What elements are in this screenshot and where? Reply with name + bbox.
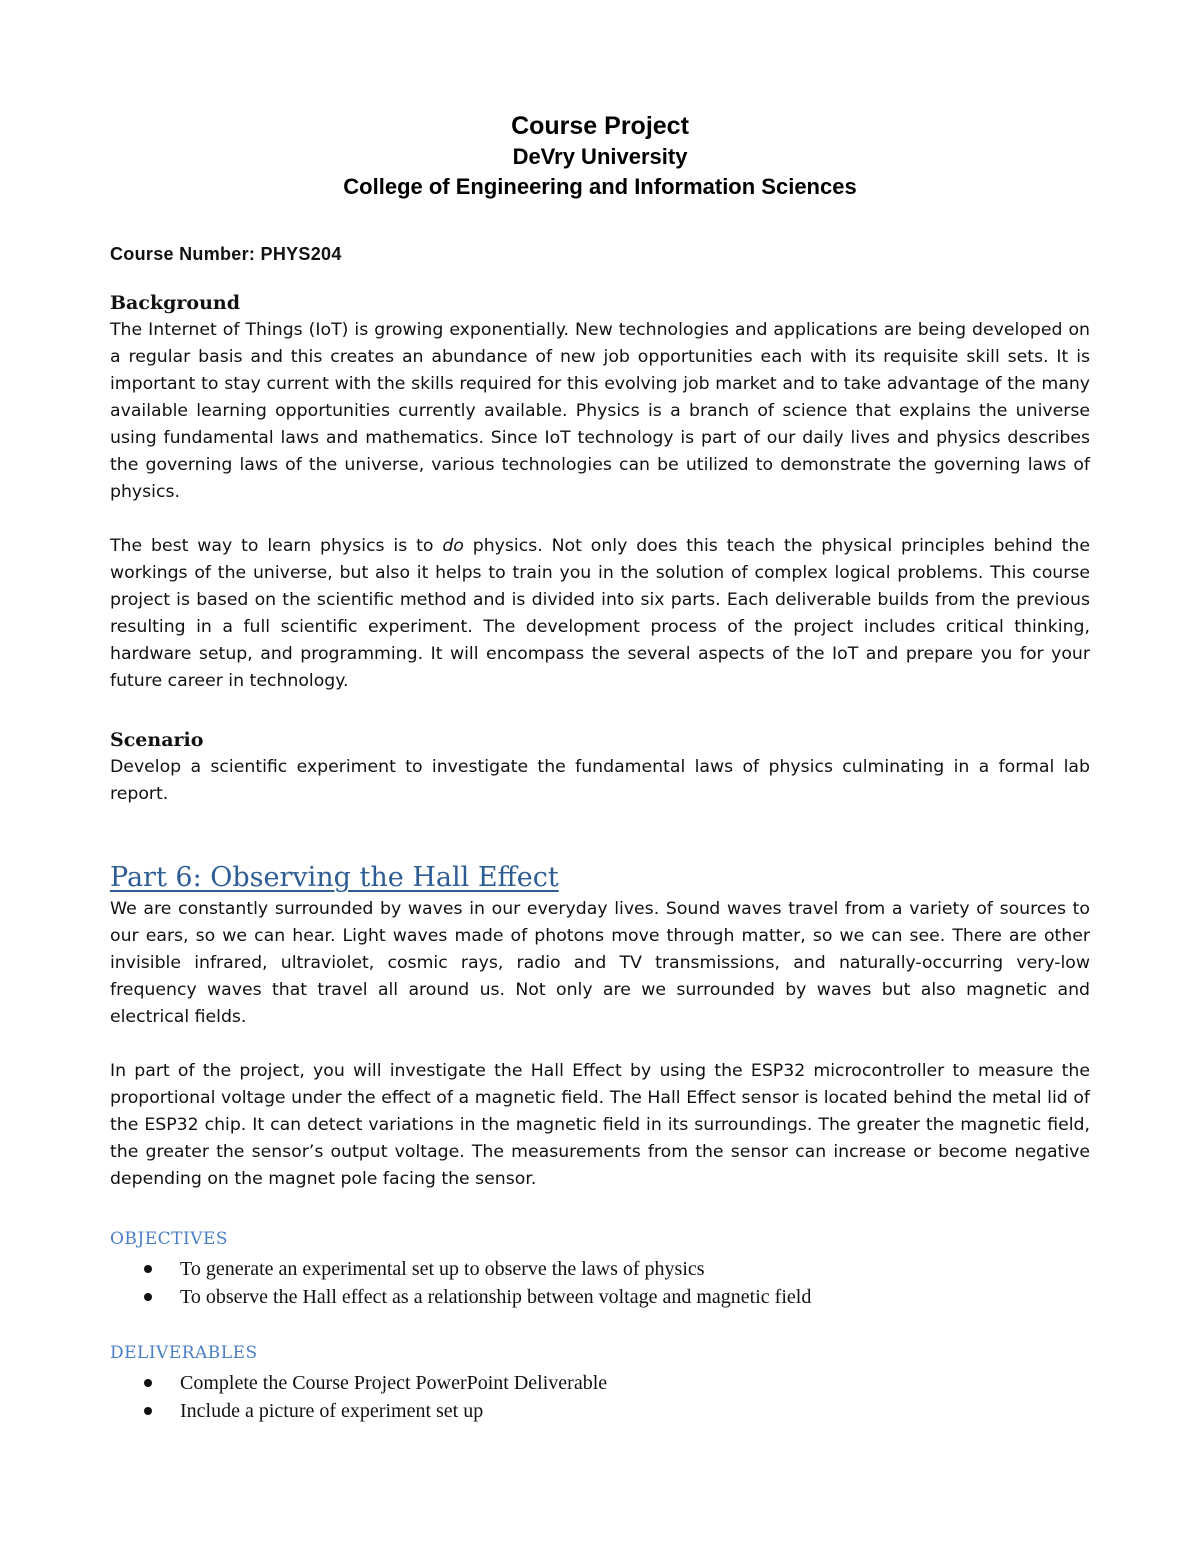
bullet-icon (144, 1293, 152, 1301)
list-item (110, 1255, 1090, 1283)
paragraph-2-start: The best way to learn physics is to (110, 536, 443, 556)
university-name: DeVry University (512, 144, 688, 169)
list-item (110, 1283, 1090, 1311)
deliverable-text: Complete the Course Project PowerPoint Deliverable (180, 1372, 608, 1394)
deliverable-text: Include a picture of experiment set up (180, 1400, 484, 1422)
scenario-text: Develop a scientific experiment to investigate the fundamental laws of physics culminating in a formal lab report. (110, 757, 1090, 804)
deliverables-label: DELIVERABLES (110, 1343, 258, 1363)
college-name: College of Engineering and Information Sciences (343, 174, 857, 199)
background-paragraph-2 (110, 533, 1090, 695)
bullet-icon (144, 1379, 152, 1387)
document-page (110, 110, 1090, 1425)
objectives-label: OBJECTIVES (110, 1229, 229, 1249)
part-6-paragraph-2: In part of the project, you will investigate the Hall Effect by using the ESP32 microcontroller to measure the proportional voltage under the effect of a magnetic field. The Hall Effect sensor is located behind the metal lid of the ESP32 chip. It can detect variations in the magnetic field in its surroundings. The greater the magnetic field, the greater the sensor’s output voltage. The measurements from the sensor can increase or become negative depending on the magnet pole facing the sensor. (110, 1061, 1090, 1189)
part-6-paragraph-1: We are constantly surrounded by waves in our everyday lives. Sound waves travel from a variety of sources to our ears, so we can hear. Light waves made of photons move through matter, so we can see. There are other invisible infrared, ultraviolet, cosmic rays, radio and TV transmissions, and naturally-occurring very-low frequency waves that travel all around us. Not only are we surrounded by waves but also magnetic and electrical fields. (110, 899, 1090, 1027)
objective-text: To generate an experimental set up to observe the laws of physics (180, 1258, 705, 1280)
paragraph-2-end: physics. Not only does this teach the physical principles behind the workings of the universe, but also it helps to train you in the solution of complex logical problems. This course project is based on the scientific method and is divided into six parts. Each deliverable builds from the previous resulting in a full scientific experiment. The development process of the project includes critical thinking, hardware setup, and programming. It will encompass the several aspects of the IoT and prepare you for your future career in technology. (110, 536, 1090, 691)
part-6-title: Part 6: Observing the Hall Effect (110, 862, 559, 893)
course-number: Course Number: PHYS204 (110, 244, 342, 264)
background-heading: Background (110, 292, 240, 314)
scenario-heading: Scenario (110, 729, 204, 751)
emphasis-do: do (442, 536, 464, 556)
list-item (110, 1369, 1090, 1397)
bullet-icon (144, 1265, 152, 1273)
list-item (110, 1397, 1090, 1425)
bullet-icon (144, 1407, 152, 1415)
objective-text: To observe the Hall effect as a relationship between voltage and magnetic field (180, 1286, 812, 1308)
objectives-list (110, 1255, 1090, 1311)
document-title: Course Project (511, 112, 689, 140)
deliverables-list (110, 1369, 1090, 1425)
background-paragraph-1: The Internet of Things (IoT) is growing exponentially. New technologies and applications are being developed on a regular basis and this creates an abundance of new job opportunities each with its requisite skill sets. It is important to stay current with the skills required for this evolving job market and to take advantage of the many available learning opportunities currently available. Physics is a branch of science that explains the universe using fundamental laws and mathematics. Since IoT technology is part of our daily lives and physics describes the governing laws of the universe, various technologies can be utilized to demonstrate the governing laws of physics. (110, 320, 1090, 502)
